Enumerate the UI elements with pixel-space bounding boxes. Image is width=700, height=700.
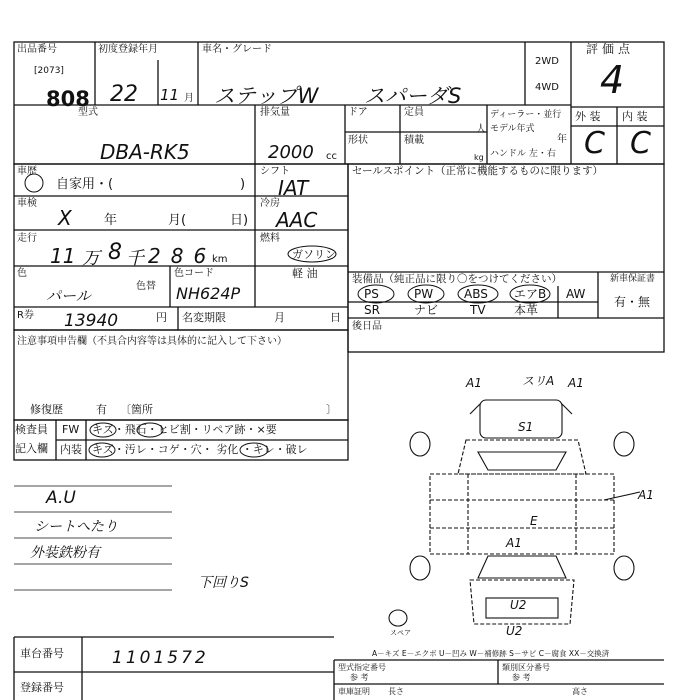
displacement-label: 排気量 <box>260 107 290 118</box>
model-value: DBA-RK5 <box>100 140 190 164</box>
equipment-item: ABS <box>464 287 488 301</box>
use-label: 車歴 <box>17 166 37 177</box>
int-check-label: 内装 <box>60 443 82 456</box>
mark-front-left: A1 <box>466 376 482 390</box>
sen-unit: 千 <box>126 248 144 269</box>
mark-rear-2: U2 <box>506 624 523 638</box>
doors-label: ドア <box>348 107 368 118</box>
legend: A－キズ E－エクボ U－凹み W－補修跡 S－サビ C－腐食 XX－交換済 <box>372 649 610 658</box>
ref-label-2: 参 考 <box>512 673 531 682</box>
lot-label: 出品番号 <box>17 44 57 55</box>
sales-point-label: セールスポイント（正常に機能するものに限ります） <box>352 165 604 177</box>
new-warranty-label: 新車保証書 <box>610 274 656 284</box>
handle-label: ハンドル 左・右 <box>490 149 556 159</box>
car-name: ステップW <box>214 84 319 108</box>
mark-front-right: A1 <box>568 376 584 390</box>
first-reg-month: 11 <box>160 86 180 104</box>
dealer-label: ディーラー・並行 <box>490 110 562 120</box>
mark-rear-glass: A1 <box>506 536 522 550</box>
shift-label: シフト <box>260 166 290 177</box>
equipment-item: SR <box>364 303 380 317</box>
fuel-diesel: 軽 油 <box>292 267 318 280</box>
fuel-label: 燃料 <box>260 233 280 244</box>
handwritten-note-2: シートへたり <box>34 519 118 535</box>
score-label: 評価点 <box>586 42 635 56</box>
recycle-label: R券 <box>17 310 34 321</box>
grade: スパーダS <box>364 84 462 108</box>
notes-title: 注意事項申告欄（不具合内容等は具体的に記入して下さい） <box>17 336 287 347</box>
inspection-value: X <box>58 206 72 230</box>
ext-label: 外 装 <box>575 110 601 123</box>
int-grade: C <box>630 126 651 161</box>
repair-label: 修復歴 <box>30 403 63 416</box>
car-diagram <box>389 400 640 626</box>
equipment-item: 本革 <box>514 303 539 317</box>
equipment-title: 装備品（純正品に限り〇をつけてください） <box>352 273 562 285</box>
equipment-item: ナビ <box>414 303 439 317</box>
shape-label: 形状 <box>348 135 368 146</box>
yen-unit: 円 <box>156 311 167 324</box>
mileage-rest: 286 <box>148 244 217 268</box>
mark-rear-1: U2 <box>510 598 527 612</box>
mark-right-side: A1 <box>638 488 654 502</box>
equipment-item: TV <box>470 303 486 317</box>
mark-front-center: スリA <box>522 374 555 388</box>
drive-4wd: 4WD <box>535 82 559 93</box>
spare-tire-label: スペア <box>390 629 411 637</box>
later-items-label: 後日品 <box>352 321 382 332</box>
int-label: 内 装 <box>622 110 648 123</box>
load-label: 積載 <box>404 135 424 146</box>
car-name-label: 車名・グレード <box>202 44 272 55</box>
garage-cert-label: 車庫証明 <box>338 687 370 696</box>
int-items: キズ・汚レ・コゲ・穴・ 劣化 ・キレ・破レ <box>92 443 308 456</box>
color-code: NH624P <box>176 284 241 303</box>
inspection-day-label: 日) <box>230 213 249 228</box>
name-change-month: 月 <box>274 311 285 324</box>
model-year-label: モデル年式 <box>490 124 535 134</box>
handwritten-note-4: 下回りS <box>198 575 249 591</box>
cc-unit: cc <box>326 151 337 162</box>
equipment-item: PS <box>364 287 379 301</box>
ext-grade: C <box>584 126 605 161</box>
lot-code: [2073] <box>34 66 64 76</box>
name-change-day: 日 <box>330 311 341 324</box>
model-label: 型式 <box>78 107 98 118</box>
model-spec-label: 型式指定番号 <box>338 663 386 672</box>
inspection-label: 車検 <box>17 198 37 209</box>
equipment-item: エアB <box>514 287 547 301</box>
lot-number: 808 <box>46 87 90 111</box>
displacement-value: 2000 <box>268 142 314 163</box>
month-mark: 月 <box>184 93 194 104</box>
fw-label: FW <box>62 423 80 436</box>
reg-label: 登録番号 <box>20 681 64 694</box>
mileage-sen: 8 <box>108 240 122 265</box>
inspector-label: 検査員 <box>15 423 48 436</box>
fuel-gas: ガソリン <box>292 248 336 261</box>
use-close: ) <box>240 177 246 192</box>
person-unit: 人 <box>476 124 486 135</box>
color-value: パール <box>46 287 91 305</box>
length-label: 長さ <box>388 687 404 696</box>
warranty-value: 有・無 <box>614 295 651 309</box>
location-label: 〔箇所 <box>120 403 153 416</box>
equipment-item: AW <box>566 287 586 301</box>
chassis-label: 車台番号 <box>20 647 64 660</box>
equipment-item: PW <box>414 287 434 301</box>
mark-hood: S1 <box>518 420 534 434</box>
mark-roof: E <box>530 514 538 528</box>
entry-label: 記入欄 <box>15 442 48 455</box>
shift-value: IAT <box>278 176 309 200</box>
ref-label: 参 考 <box>350 673 369 682</box>
kg-unit: kg <box>474 153 484 162</box>
km-unit: km <box>212 254 228 265</box>
man-unit: 万 <box>82 248 100 269</box>
handwritten-note-3: 外装鉄粉有 <box>30 545 100 561</box>
mileage-man: 11 <box>50 244 76 268</box>
mileage-label: 走行 <box>17 233 37 244</box>
ac-label: 冷房 <box>260 198 280 209</box>
chassis-value: 1101572 <box>112 648 209 668</box>
year-unit: 年 <box>557 134 567 145</box>
class-label: 類別区分番号 <box>502 663 550 672</box>
repair-value: 有 <box>96 403 107 416</box>
score-value: 4 <box>600 58 625 102</box>
color-change-label: 色替 <box>136 281 156 292</box>
use-value: 自家用・( <box>56 177 114 192</box>
first-reg-year: 22 <box>110 82 138 107</box>
inspection-month-label: 月( <box>168 213 187 228</box>
height-label: 高さ <box>572 687 588 696</box>
inspection-year-label: 年 <box>104 213 118 228</box>
drive-2wd: 2WD <box>535 56 559 67</box>
location-close: 〕 <box>326 403 337 416</box>
name-change-label: 名変期限 <box>182 311 226 324</box>
color-label: 色 <box>17 268 27 279</box>
handwritten-note-1: A.U <box>46 488 76 508</box>
ac-value: AAC <box>276 208 318 232</box>
first-reg-label: 初度登録年月 <box>98 44 158 55</box>
recycle-value: 13940 <box>64 311 119 331</box>
fw-items: キズ・飛石・ヒビ割・リペア跡・×要 <box>92 423 277 436</box>
color-code-label: 色コード <box>174 268 214 279</box>
capacity-label: 定員 <box>404 107 424 118</box>
